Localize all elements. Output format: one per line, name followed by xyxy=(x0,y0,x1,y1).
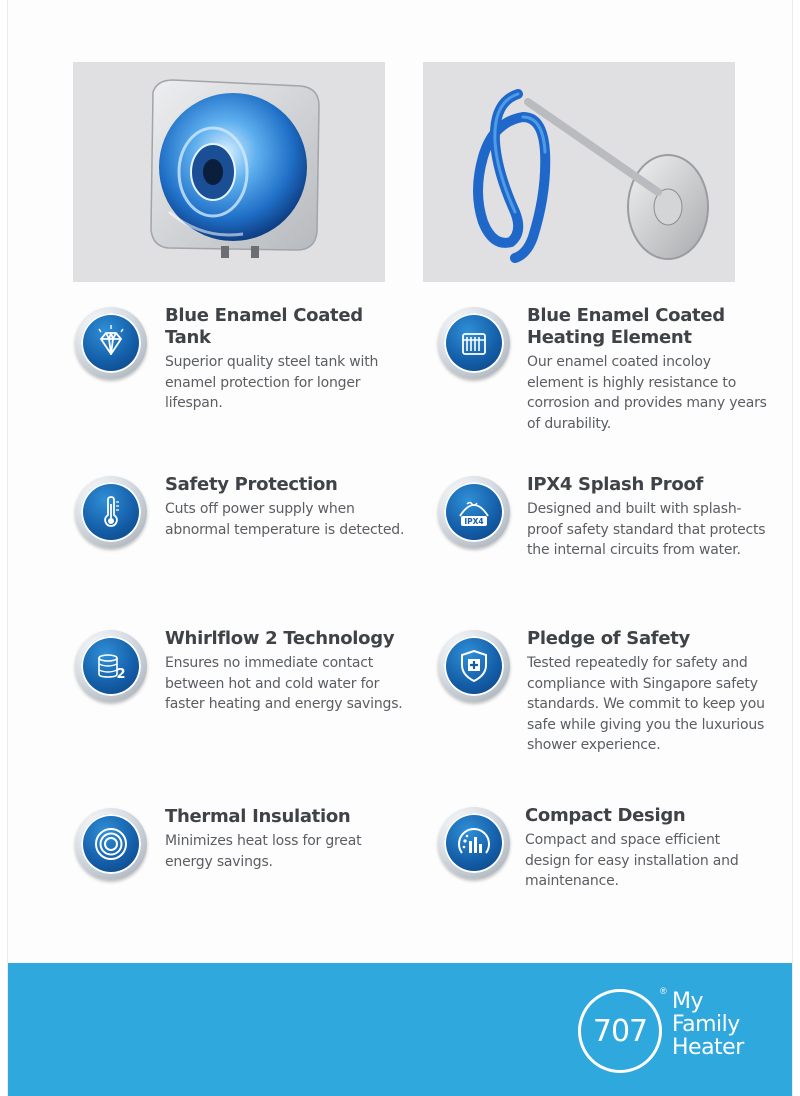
heating-element-icon xyxy=(454,323,494,363)
feature-title: Blue Enamel Coated Tank xyxy=(165,305,363,348)
feature-badge xyxy=(75,808,147,880)
splash-proof-icon xyxy=(454,492,494,532)
brand-name xyxy=(672,990,772,1059)
feature-badge xyxy=(438,476,510,548)
feature-description: Superior quality steel tank with enamel protection for longer lifespan. xyxy=(165,354,379,411)
shield-plus-icon xyxy=(454,646,494,686)
diamond-icon xyxy=(91,323,131,363)
feature-description: Ensures no immediate contact between hot and cold water for faster heating and energy savings. xyxy=(165,655,403,712)
feature-description: Designed and built with splash-proof safety standard that protects the internal circuits from water. xyxy=(527,501,766,558)
feature-badge xyxy=(75,307,147,379)
brand-number: 707 xyxy=(592,1013,648,1049)
feature-badge xyxy=(75,476,147,548)
feature-title: Pledge of Safety xyxy=(527,628,690,649)
feature-description: Cuts off power supply when abnormal temperature is detected. xyxy=(165,501,405,538)
compact-design-icon xyxy=(454,823,494,863)
tank-photo xyxy=(73,62,385,282)
registered-mark: ® xyxy=(660,986,667,996)
brand-name-line: Family xyxy=(672,1012,740,1037)
heating-element-illustration xyxy=(423,62,735,282)
feature-title: Blue Enamel Coated Heating Element xyxy=(527,305,725,348)
feature-title: Safety Protection xyxy=(165,474,338,495)
feature-badge xyxy=(438,630,510,702)
brand-mark xyxy=(578,989,662,1073)
feature-title: Compact Design xyxy=(525,805,686,826)
feature-title: Whirlflow 2 Technology xyxy=(165,628,395,649)
tank-illustration xyxy=(73,62,385,282)
feature-badge xyxy=(438,807,510,879)
feature-title: IPX4 Splash Proof xyxy=(527,474,704,495)
heating-element-photo xyxy=(423,62,735,282)
feature-description: Compact and space efficient design for easy installation and maintenance. xyxy=(525,832,739,889)
feature-description: Minimizes heat loss for great energy savings. xyxy=(165,833,362,870)
feature-badge xyxy=(75,630,147,702)
brand-name-line: Heater xyxy=(672,1035,744,1060)
concentric-rings-icon xyxy=(91,824,131,864)
feature-description: Our enamel coated incoloy element is highly resistance to corrosion and provides many years of durability. xyxy=(527,354,767,432)
feature-badge xyxy=(438,307,510,379)
thermometer-icon xyxy=(91,492,131,532)
ipx4-label: IPX4 xyxy=(464,517,484,526)
feature-title: Thermal Insulation xyxy=(165,806,351,827)
brand-logo xyxy=(578,986,768,1076)
brand-name-line: My xyxy=(672,989,704,1014)
whirlflow-number: 2 xyxy=(116,667,126,682)
whirlflow-icon xyxy=(91,646,131,686)
feature-description: Tested repeatedly for safety and compliance with Singapore safety standards. We commit to keep you safe while giving you the luxurious shower experience. xyxy=(527,655,765,753)
